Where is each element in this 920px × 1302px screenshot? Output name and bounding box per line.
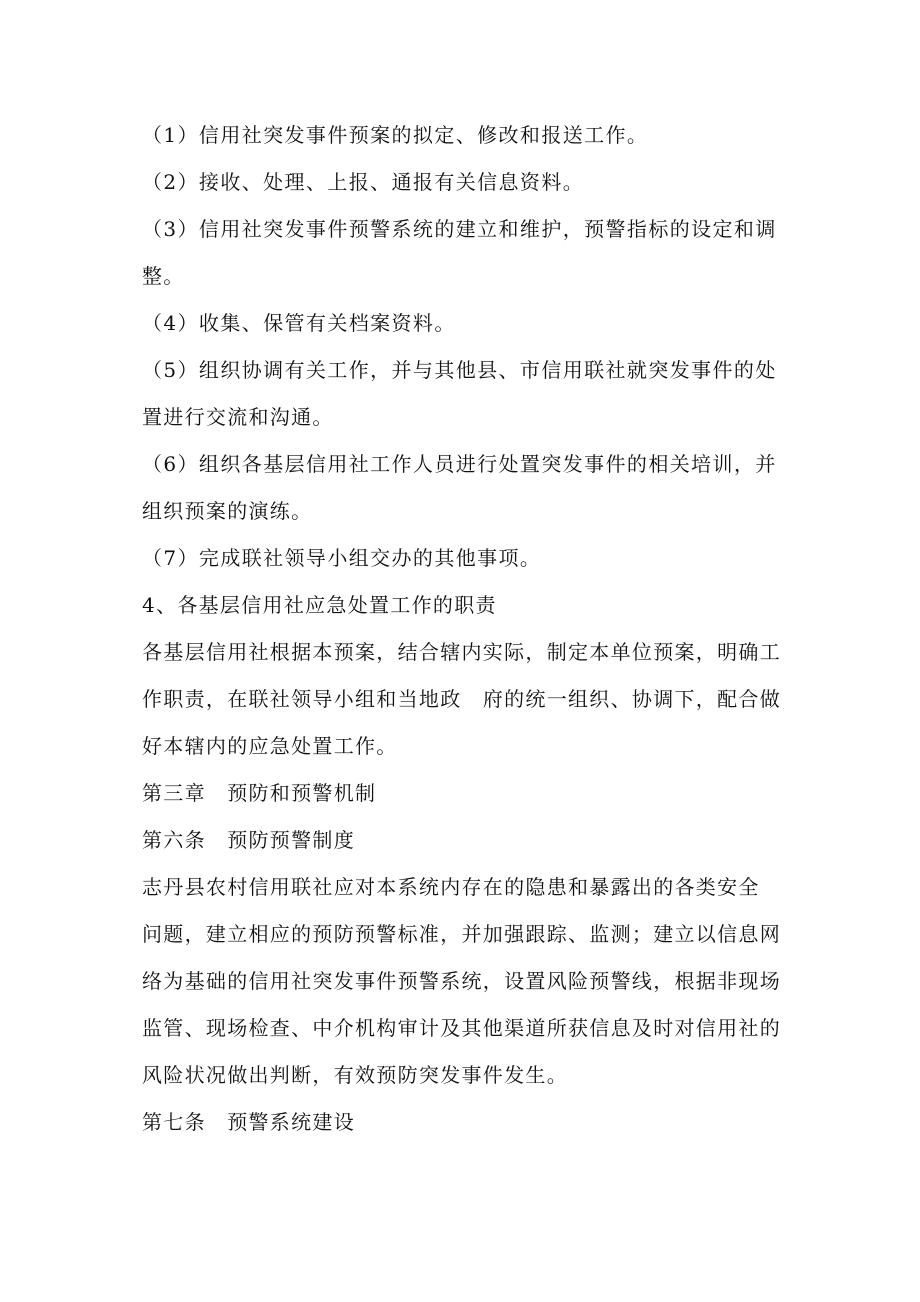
section-heading-4: 4、各基层信用社应急处置工作的职责 (142, 593, 497, 617)
duty-item-3-line-1: （3）信用社突发事件预警系统的建立和维护，预警指标的设定和调 (142, 217, 777, 241)
section-4-paragraph-line-2: 作职责，在联社领导小组和当地政 府的统一组织、协调下，配合做 (142, 687, 781, 711)
article-six-title: 第六条 预防预警制度 (142, 828, 355, 852)
article-six-paragraph-line-5: 风险状况做出判断，有效预防突发事件发生。 (142, 1063, 568, 1087)
article-six-paragraph-line-3: 络为基础的信用社突发事件预警系统，设置风险预警线，根据非现场 (142, 969, 781, 993)
duty-item-4: （4）收集、保管有关档案资料。 (142, 311, 456, 335)
document-body (142, 112, 792, 1146)
article-six-paragraph-line-1: 志丹县农村信用联社应对本系统内存在的隐患和暴露出的各类安全 (142, 875, 760, 899)
duty-item-6-line-2: 组织预案的演练。 (142, 499, 313, 523)
duty-item-6-line-1: （6）组织各基层信用社工作人员进行处置突发事件的相关培训，并 (142, 452, 777, 476)
article-seven-title: 第七条 预警系统建设 (142, 1110, 355, 1134)
duty-item-5-line-1: （5）组织协调有关工作，并与其他县、市信用联社就突发事件的处 (142, 358, 777, 382)
duty-item-5-line-2: 置进行交流和沟通。 (142, 405, 334, 429)
article-six-paragraph-line-4: 监管、现场检查、中介机构审计及其他渠道所获信息及时对信用社的 (142, 1016, 781, 1040)
section-4-paragraph-line-1: 各基层信用社根据本预案，结合辖内实际，制定本单位预案，明确工 (142, 640, 781, 664)
duty-item-1: （1）信用社突发事件预案的拟定、修改和报送工作。 (142, 123, 649, 147)
duty-item-2: （2）接收、处理、上报、通报有关信息资料。 (142, 170, 585, 194)
article-six-paragraph-line-2: 问题，建立相应的预防预警标准，并加强跟踪、监测；建立以信息网 (142, 922, 781, 946)
duty-item-3-line-2: 整。 (142, 264, 185, 288)
duty-item-7: （7）完成联社领导小组交办的其他事项。 (142, 546, 542, 570)
chapter-three-title: 第三章 预防和预警机制 (142, 781, 377, 805)
section-4-paragraph-line-3: 好本辖内的应急处置工作。 (142, 734, 398, 758)
